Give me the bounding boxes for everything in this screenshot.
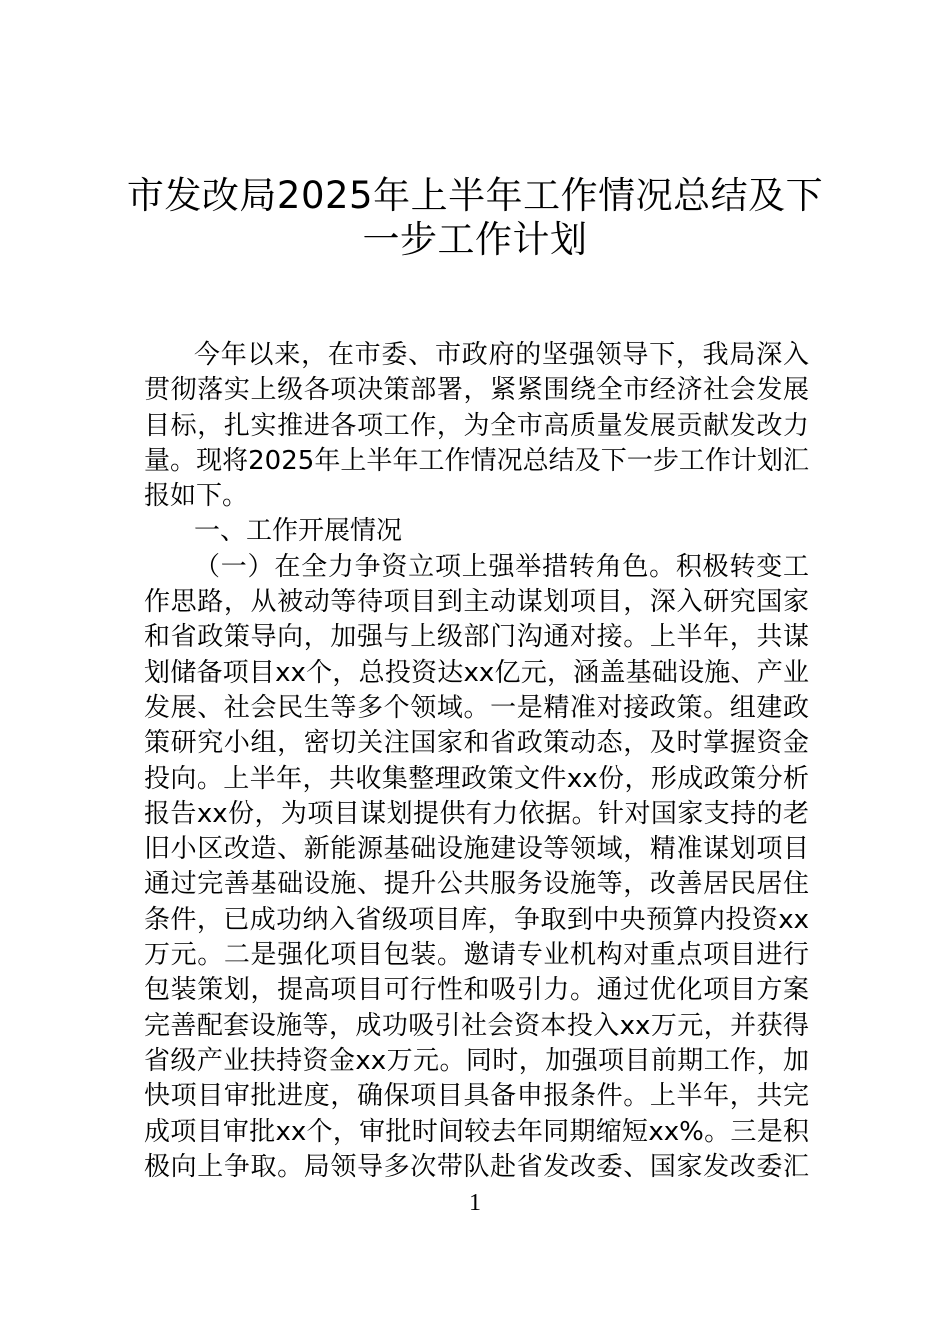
section-line: 投向。上半年，共收集整理政策文件xx份，形成政策分析 (144, 763, 809, 794)
intro-line: 目标，扎实推进各项工作，为全市高质量发展贡献发改力 (144, 410, 809, 441)
section-line: 报告xx份，为项目谋划提供有力依据。针对国家支持的老 (144, 798, 809, 829)
section-line: 包装策划，提高项目可行性和吸引力。通过优化项目方案 (144, 975, 809, 1006)
intro-line: 量。现将2025年上半年工作情况总结及下一步工作计划汇 (144, 445, 809, 476)
section-line: 和省政策导向，加强与上级部门沟通对接。上半年，共谋 (144, 622, 809, 653)
document-body (144, 338, 809, 1185)
section-line: 极向上争取。局领导多次带队赴省发改委、国家发改委汇 (144, 1151, 809, 1182)
section-line: 条件，已成功纳入省级项目库，争取到中央预算内投资xx (144, 904, 809, 935)
section-line: 策研究小组，密切关注国家和省政策动态，及时掌握资金 (144, 728, 809, 759)
section-line: 划储备项目xx个，总投资达xx亿元，涵盖基础设施、产业 (144, 657, 809, 688)
section-line: 通过完善基础设施、提升公共服务设施等，改善居民居住 (144, 869, 809, 900)
intro-line: 贯彻落实上级各项决策部署，紧紧围绕全市经济社会发展 (144, 375, 809, 406)
section-line: 完善配套设施等，成功吸引社会资本投入xx万元，并获得 (144, 1010, 809, 1041)
section-line: 万元。二是强化项目包装。邀请专业机构对重点项目进行 (144, 940, 809, 971)
section-line: 旧小区改造、新能源基础设施建设等领域，精准谋划项目 (144, 834, 809, 865)
section-line: 成项目审批xx个，审批时间较去年同期缩短xx%。三是积 (144, 1116, 809, 1147)
intro-line: 今年以来，在市委、市政府的坚强领导下，我局深入 (194, 340, 809, 370)
section-line: 发展、社会民生等多个领域。一是精准对接政策。组建政 (144, 692, 809, 723)
document-title-line-1: 市发改局2025年上半年工作情况总结及下 (126, 174, 824, 217)
section-line: 作思路，从被动等待项目到主动谋划项目，深入研究国家 (144, 587, 809, 618)
section-line: （一）在全力争资立项上强举措转角色。积极转变工 (194, 551, 809, 582)
section-heading: 一、工作开展情况 (194, 516, 403, 547)
section-line: 省级产业扶持资金xx万元。同时，加强项目前期工作，加 (144, 1045, 809, 1076)
intro-line: 报如下。 (144, 481, 249, 512)
page-number: 1 (469, 1190, 481, 1216)
document-title-line-2: 一步工作计划 (362, 218, 588, 261)
section-line: 快项目审批进度，确保项目具备申报条件。上半年，共完 (144, 1081, 809, 1112)
